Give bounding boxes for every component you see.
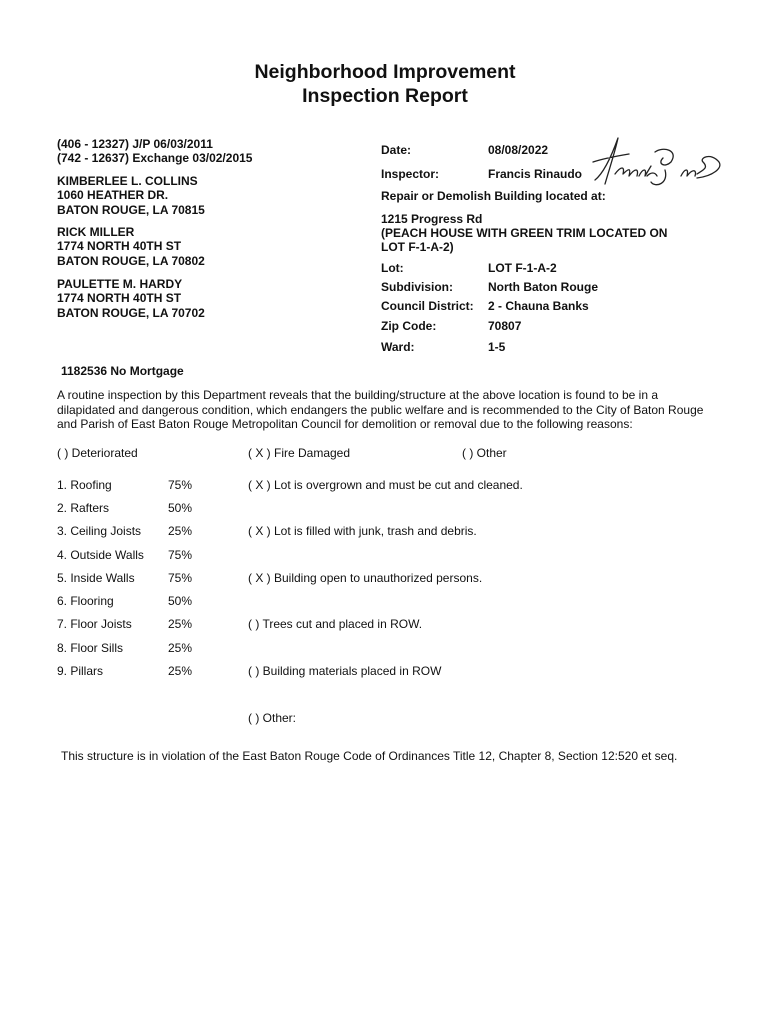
component-name: 5. Inside Walls <box>57 571 135 585</box>
finding-trees: ( ) Trees cut and placed in ROW. <box>248 617 423 631</box>
finding-overgrown: ( X ) Lot is overgrown and must be cut and cleaned. <box>248 478 523 492</box>
finding-junk: ( X ) Lot is filled with junk, trash and debris. <box>248 524 477 538</box>
violation-statement: This structure is in violation of the East Baton Rouge Code of Ordinances Title 12, Chapter 8, Section 12:520 et seq. <box>61 749 678 763</box>
owner-1-street: 1060 HEATHER DR. <box>57 188 169 202</box>
owner-3-name: PAULETTE M. HARDY <box>57 277 183 291</box>
subdivision-value: North Baton Rouge <box>488 280 598 294</box>
subdivision-label: Subdivision: <box>381 280 453 294</box>
component-pct: 75% <box>168 571 193 585</box>
condition-fire-damaged: ( X ) Fire Damaged <box>248 446 351 460</box>
owner-1-name: KIMBERLEE L. COLLINS <box>57 174 198 188</box>
component-name: 6. Flooring <box>57 594 114 608</box>
component-pct: 25% <box>168 617 193 631</box>
inspector-signature <box>585 132 725 192</box>
inspector-label: Inspector: <box>381 167 440 181</box>
lot-value: LOT F-1-A-2 <box>488 261 557 275</box>
inspector-value: Francis Rinaudo <box>488 167 583 181</box>
report-title-line2: Inspection Report <box>302 85 468 107</box>
owner-2-city: BATON ROUGE, LA 70802 <box>57 254 205 268</box>
owner-3-city: BATON ROUGE, LA 70702 <box>57 306 205 320</box>
component-name: 8. Floor Sills <box>57 641 124 655</box>
mortgage-note: 1182536 No Mortgage <box>61 364 184 378</box>
zip-label: Zip Code: <box>381 319 437 333</box>
component-pct: 25% <box>168 524 193 538</box>
location-heading: Repair or Demolish Building located at: <box>381 189 606 203</box>
case-ref-2: (742 - 12637) Exchange 03/02/2015 <box>57 151 253 165</box>
date-value: 08/08/2022 <box>488 143 549 157</box>
owner-2-name: RICK MILLER <box>57 225 135 239</box>
report-title-line1: Neighborhood Improvement <box>254 61 516 83</box>
component-name: 2. Rafters <box>57 501 110 515</box>
component-name: 3. Ceiling Joists <box>57 524 142 538</box>
component-pct: 25% <box>168 664 193 678</box>
finding-open-building: ( X ) Building open to unauthorized persons. <box>248 571 483 585</box>
lot-label: Lot: <box>381 261 404 275</box>
finding-materials: ( ) Building materials placed in ROW <box>248 664 442 678</box>
component-name: 1. Roofing <box>57 478 112 492</box>
finding-other: ( ) Other: <box>248 711 297 725</box>
address-line-3: LOT F-1-A-2) <box>381 240 454 254</box>
council-label: Council District: <box>381 299 474 313</box>
date-label: Date: <box>381 143 412 157</box>
owner-1-city: BATON ROUGE, LA 70815 <box>57 203 205 217</box>
component-name: 7. Floor Joists <box>57 617 132 631</box>
ward-value: 1-5 <box>488 340 506 354</box>
case-ref-1: (406 - 12327) J/P 06/03/2011 <box>57 137 213 151</box>
condition-deteriorated: ( ) Deteriorated <box>57 446 138 460</box>
address-line-1: 1215 Progress Rd <box>381 212 483 226</box>
component-pct: 50% <box>168 501 193 515</box>
zip-value: 70807 <box>488 319 522 333</box>
component-pct: 75% <box>168 478 193 492</box>
council-value: 2 - Chauna Banks <box>488 299 589 313</box>
address-line-2: (PEACH HOUSE WITH GREEN TRIM LOCATED ON <box>381 226 668 240</box>
intro-paragraph: A routine inspection by this Department reveals that the building/structure at the above location is found to be in a dilapidated and dangerous condition, which endangers the public welfare and is recommended to the City of Baton Rouge and Parish of East Baton Rouge Metropolitan Council for demolition or removal due to the following reasons: <box>57 388 704 431</box>
ward-label: Ward: <box>381 340 415 354</box>
condition-other: ( ) Other <box>462 446 507 460</box>
component-pct: 50% <box>168 594 193 608</box>
component-pct: 25% <box>168 641 193 655</box>
component-name: 4. Outside Walls <box>57 548 144 562</box>
owner-3-street: 1774 NORTH 40TH ST <box>57 291 182 305</box>
component-pct: 75% <box>168 548 193 562</box>
component-name: 9. Pillars <box>57 664 104 678</box>
owner-2-street: 1774 NORTH 40TH ST <box>57 239 182 253</box>
